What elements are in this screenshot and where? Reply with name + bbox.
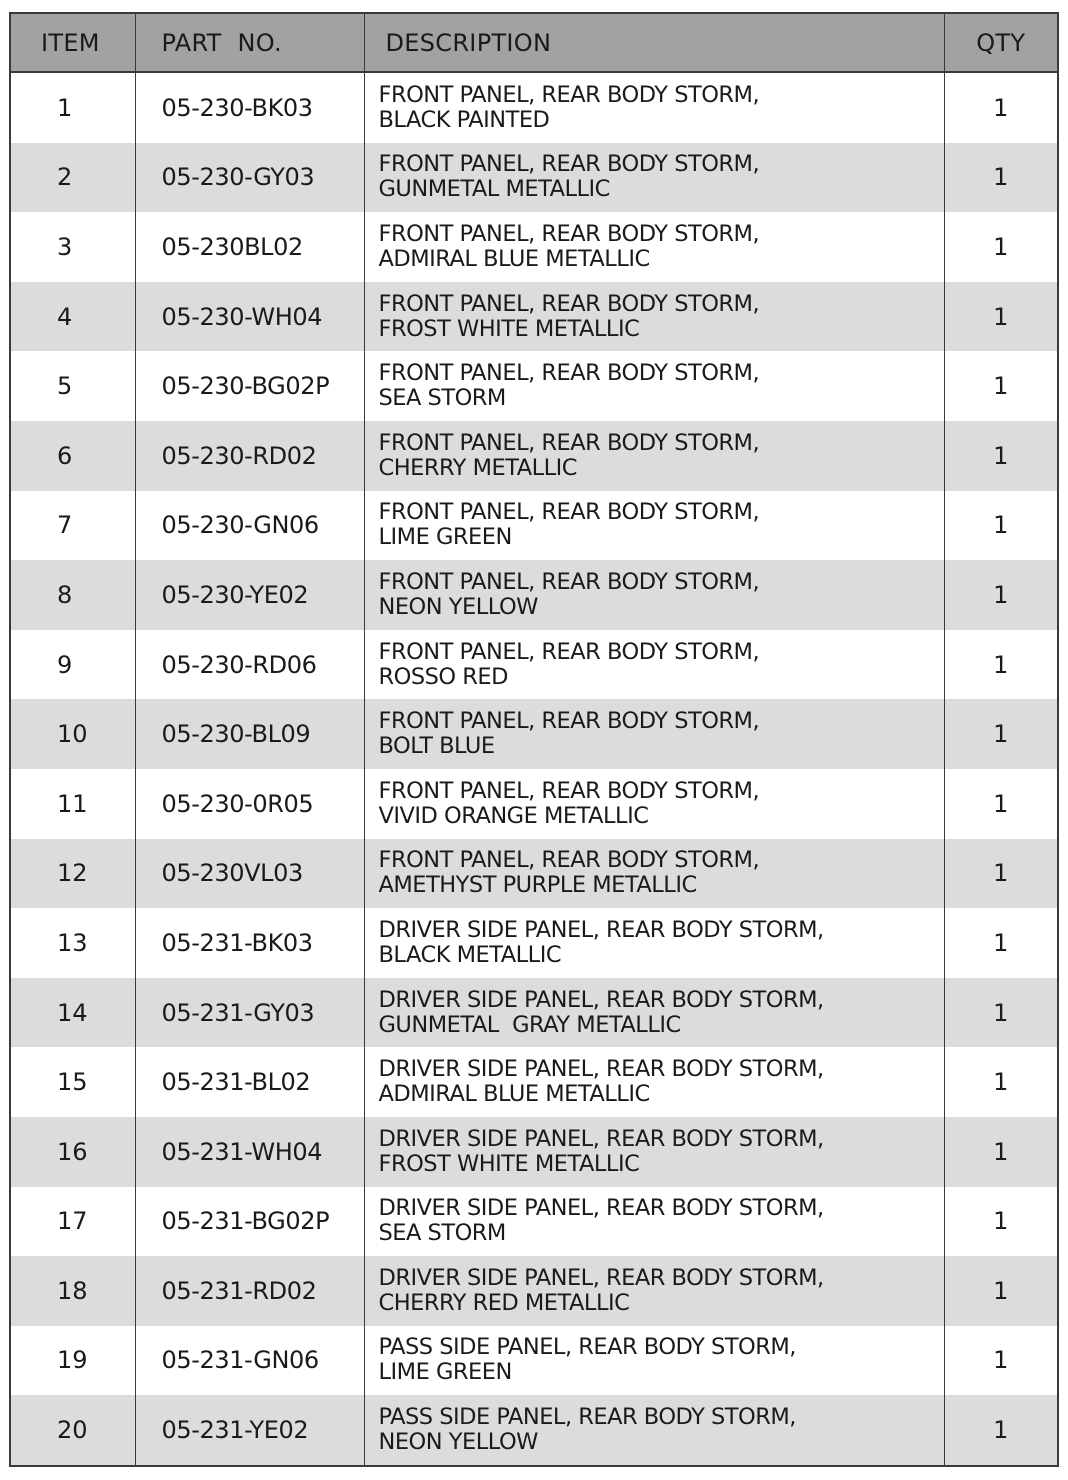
description-line-1: PASS SIDE PANEL, REAR BODY STORM, xyxy=(378,1334,796,1361)
item-number: 20 xyxy=(10,1395,135,1466)
part-number: 05-231-BK03 xyxy=(135,908,364,978)
table-row xyxy=(10,978,1058,1048)
quantity: 1 xyxy=(944,351,1058,421)
description-line-2: NEON YELLOW xyxy=(378,593,538,620)
table-row xyxy=(10,1326,1058,1396)
quantity: 1 xyxy=(944,1256,1058,1326)
description xyxy=(364,839,944,909)
header-item: ITEM xyxy=(10,13,135,72)
part-number: 05-230-RD02 xyxy=(135,421,364,491)
part-number: 05-230-BL09 xyxy=(135,699,364,769)
quantity: 1 xyxy=(944,143,1058,213)
description-line-2: GUNMETAL METALLIC xyxy=(378,176,610,203)
table-row xyxy=(10,143,1058,213)
table-row xyxy=(10,72,1058,143)
parts-table xyxy=(9,12,1059,1467)
description xyxy=(364,769,944,839)
quantity: 1 xyxy=(944,1047,1058,1117)
description-line-1: FRONT PANEL, REAR BODY STORM, xyxy=(378,638,760,665)
description-line-1: DRIVER SIDE PANEL, REAR BODY STORM, xyxy=(378,1264,824,1291)
part-number: 05-231-GY03 xyxy=(135,978,364,1048)
quantity: 1 xyxy=(944,1187,1058,1257)
description-line-2: SEA STORM xyxy=(378,1220,506,1247)
description xyxy=(364,1395,944,1466)
item-number: 11 xyxy=(10,769,135,839)
description-line-2: LIME GREEN xyxy=(378,524,512,551)
table-row xyxy=(10,560,1058,630)
header-qty: QTY xyxy=(944,13,1058,72)
table-row xyxy=(10,282,1058,352)
item-number: 1 xyxy=(10,72,135,143)
table-body xyxy=(10,72,1058,1466)
description xyxy=(364,1326,944,1396)
item-number: 9 xyxy=(10,630,135,700)
description xyxy=(364,908,944,978)
description xyxy=(364,1256,944,1326)
item-number: 16 xyxy=(10,1117,135,1187)
description xyxy=(364,978,944,1048)
header-part-no: PART NO. xyxy=(135,13,364,72)
item-number: 13 xyxy=(10,908,135,978)
description-line-2: ADMIRAL BLUE METALLIC xyxy=(378,1081,650,1108)
table-row xyxy=(10,1047,1058,1117)
description-line-1: FRONT PANEL, REAR BODY STORM, xyxy=(378,290,760,317)
item-number: 19 xyxy=(10,1326,135,1396)
part-number: 05-231-RD02 xyxy=(135,1256,364,1326)
table-row xyxy=(10,212,1058,282)
header-row xyxy=(10,13,1058,72)
description-line-2: CHERRY RED METALLIC xyxy=(378,1289,630,1316)
quantity: 1 xyxy=(944,282,1058,352)
quantity: 1 xyxy=(944,699,1058,769)
item-number: 17 xyxy=(10,1187,135,1257)
description-line-1: FRONT PANEL, REAR BODY STORM, xyxy=(378,429,760,456)
quantity: 1 xyxy=(944,978,1058,1048)
part-number: 05-231-WH04 xyxy=(135,1117,364,1187)
quantity: 1 xyxy=(944,1117,1058,1187)
description-line-1: DRIVER SIDE PANEL, REAR BODY STORM, xyxy=(378,916,824,943)
table-row xyxy=(10,630,1058,700)
part-number: 05-230-YE02 xyxy=(135,560,364,630)
description-line-2: BLACK PAINTED xyxy=(378,106,550,133)
item-number: 3 xyxy=(10,212,135,282)
description-line-2: ROSSO RED xyxy=(378,663,508,690)
description xyxy=(364,351,944,421)
description xyxy=(364,560,944,630)
description xyxy=(364,282,944,352)
description xyxy=(364,212,944,282)
part-number: 05-231-YE02 xyxy=(135,1395,364,1466)
quantity: 1 xyxy=(944,72,1058,143)
description-line-2: AMETHYST PURPLE METALLIC xyxy=(378,872,697,899)
description-line-2: ADMIRAL BLUE METALLIC xyxy=(378,245,650,272)
part-number: 05-231-BL02 xyxy=(135,1047,364,1117)
description xyxy=(364,421,944,491)
description-line-1: FRONT PANEL, REAR BODY STORM, xyxy=(378,81,760,108)
quantity: 1 xyxy=(944,421,1058,491)
description xyxy=(364,699,944,769)
description-line-1: FRONT PANEL, REAR BODY STORM, xyxy=(378,847,760,874)
quantity: 1 xyxy=(944,769,1058,839)
table-row xyxy=(10,1187,1058,1257)
description-line-1: DRIVER SIDE PANEL, REAR BODY STORM, xyxy=(378,1125,824,1152)
description xyxy=(364,630,944,700)
part-number: 05-230BL02 xyxy=(135,212,364,282)
table-row xyxy=(10,1117,1058,1187)
part-number: 05-230VL03 xyxy=(135,839,364,909)
description-line-1: FRONT PANEL, REAR BODY STORM, xyxy=(378,568,760,595)
description xyxy=(364,143,944,213)
part-number: 05-230-0R05 xyxy=(135,769,364,839)
table-row xyxy=(10,491,1058,561)
description-line-2: LIME GREEN xyxy=(378,1359,512,1386)
part-number: 05-230-GN06 xyxy=(135,491,364,561)
item-number: 10 xyxy=(10,699,135,769)
description xyxy=(364,1047,944,1117)
item-number: 14 xyxy=(10,978,135,1048)
quantity: 1 xyxy=(944,630,1058,700)
item-number: 7 xyxy=(10,491,135,561)
description-line-2: FROST WHITE METALLIC xyxy=(378,1150,640,1177)
table-row xyxy=(10,1395,1058,1466)
description-line-2: BLACK METALLIC xyxy=(378,941,562,968)
quantity: 1 xyxy=(944,908,1058,978)
item-number: 12 xyxy=(10,839,135,909)
description-line-2: CHERRY METALLIC xyxy=(378,454,578,481)
item-number: 4 xyxy=(10,282,135,352)
description-line-1: FRONT PANEL, REAR BODY STORM, xyxy=(378,360,760,387)
item-number: 8 xyxy=(10,560,135,630)
part-number: 05-230-GY03 xyxy=(135,143,364,213)
table-row xyxy=(10,769,1058,839)
part-number: 05-230-BG02P xyxy=(135,351,364,421)
quantity: 1 xyxy=(944,491,1058,561)
quantity: 1 xyxy=(944,560,1058,630)
part-number: 05-231-GN06 xyxy=(135,1326,364,1396)
description-line-2: GUNMETAL GRAY METALLIC xyxy=(378,1011,681,1038)
description xyxy=(364,1117,944,1187)
table-row xyxy=(10,699,1058,769)
description-line-2: SEA STORM xyxy=(378,385,506,412)
description xyxy=(364,1187,944,1257)
description-line-1: PASS SIDE PANEL, REAR BODY STORM, xyxy=(378,1404,796,1431)
header-description: DESCRIPTION xyxy=(364,13,944,72)
description-line-1: FRONT PANEL, REAR BODY STORM, xyxy=(378,151,760,178)
description-line-2: VIVID ORANGE METALLIC xyxy=(378,802,649,829)
item-number: 15 xyxy=(10,1047,135,1117)
quantity: 1 xyxy=(944,1326,1058,1396)
item-number: 18 xyxy=(10,1256,135,1326)
description-line-1: FRONT PANEL, REAR BODY STORM, xyxy=(378,708,760,735)
description-line-1: DRIVER SIDE PANEL, REAR BODY STORM, xyxy=(378,986,824,1013)
description xyxy=(364,491,944,561)
description-line-1: FRONT PANEL, REAR BODY STORM, xyxy=(378,220,760,247)
table-row xyxy=(10,1256,1058,1326)
table-header xyxy=(10,13,1058,72)
description xyxy=(364,72,944,143)
description-line-1: DRIVER SIDE PANEL, REAR BODY STORM, xyxy=(378,1195,824,1222)
description-line-1: FRONT PANEL, REAR BODY STORM, xyxy=(378,777,760,804)
table-row xyxy=(10,908,1058,978)
description-line-2: BOLT BLUE xyxy=(378,733,495,760)
item-number: 6 xyxy=(10,421,135,491)
table-row xyxy=(10,421,1058,491)
table-row xyxy=(10,839,1058,909)
item-number: 2 xyxy=(10,143,135,213)
part-number: 05-230-RD06 xyxy=(135,630,364,700)
item-number: 5 xyxy=(10,351,135,421)
part-number: 05-231-BG02P xyxy=(135,1187,364,1257)
description-line-2: FROST WHITE METALLIC xyxy=(378,315,640,342)
description-line-1: DRIVER SIDE PANEL, REAR BODY STORM, xyxy=(378,1056,824,1083)
description-line-2: NEON YELLOW xyxy=(378,1429,538,1456)
part-number: 05-230-WH04 xyxy=(135,282,364,352)
quantity: 1 xyxy=(944,1395,1058,1466)
part-number: 05-230-BK03 xyxy=(135,72,364,143)
table-row xyxy=(10,351,1058,421)
quantity: 1 xyxy=(944,212,1058,282)
description-line-1: FRONT PANEL, REAR BODY STORM, xyxy=(378,499,760,526)
quantity: 1 xyxy=(944,839,1058,909)
